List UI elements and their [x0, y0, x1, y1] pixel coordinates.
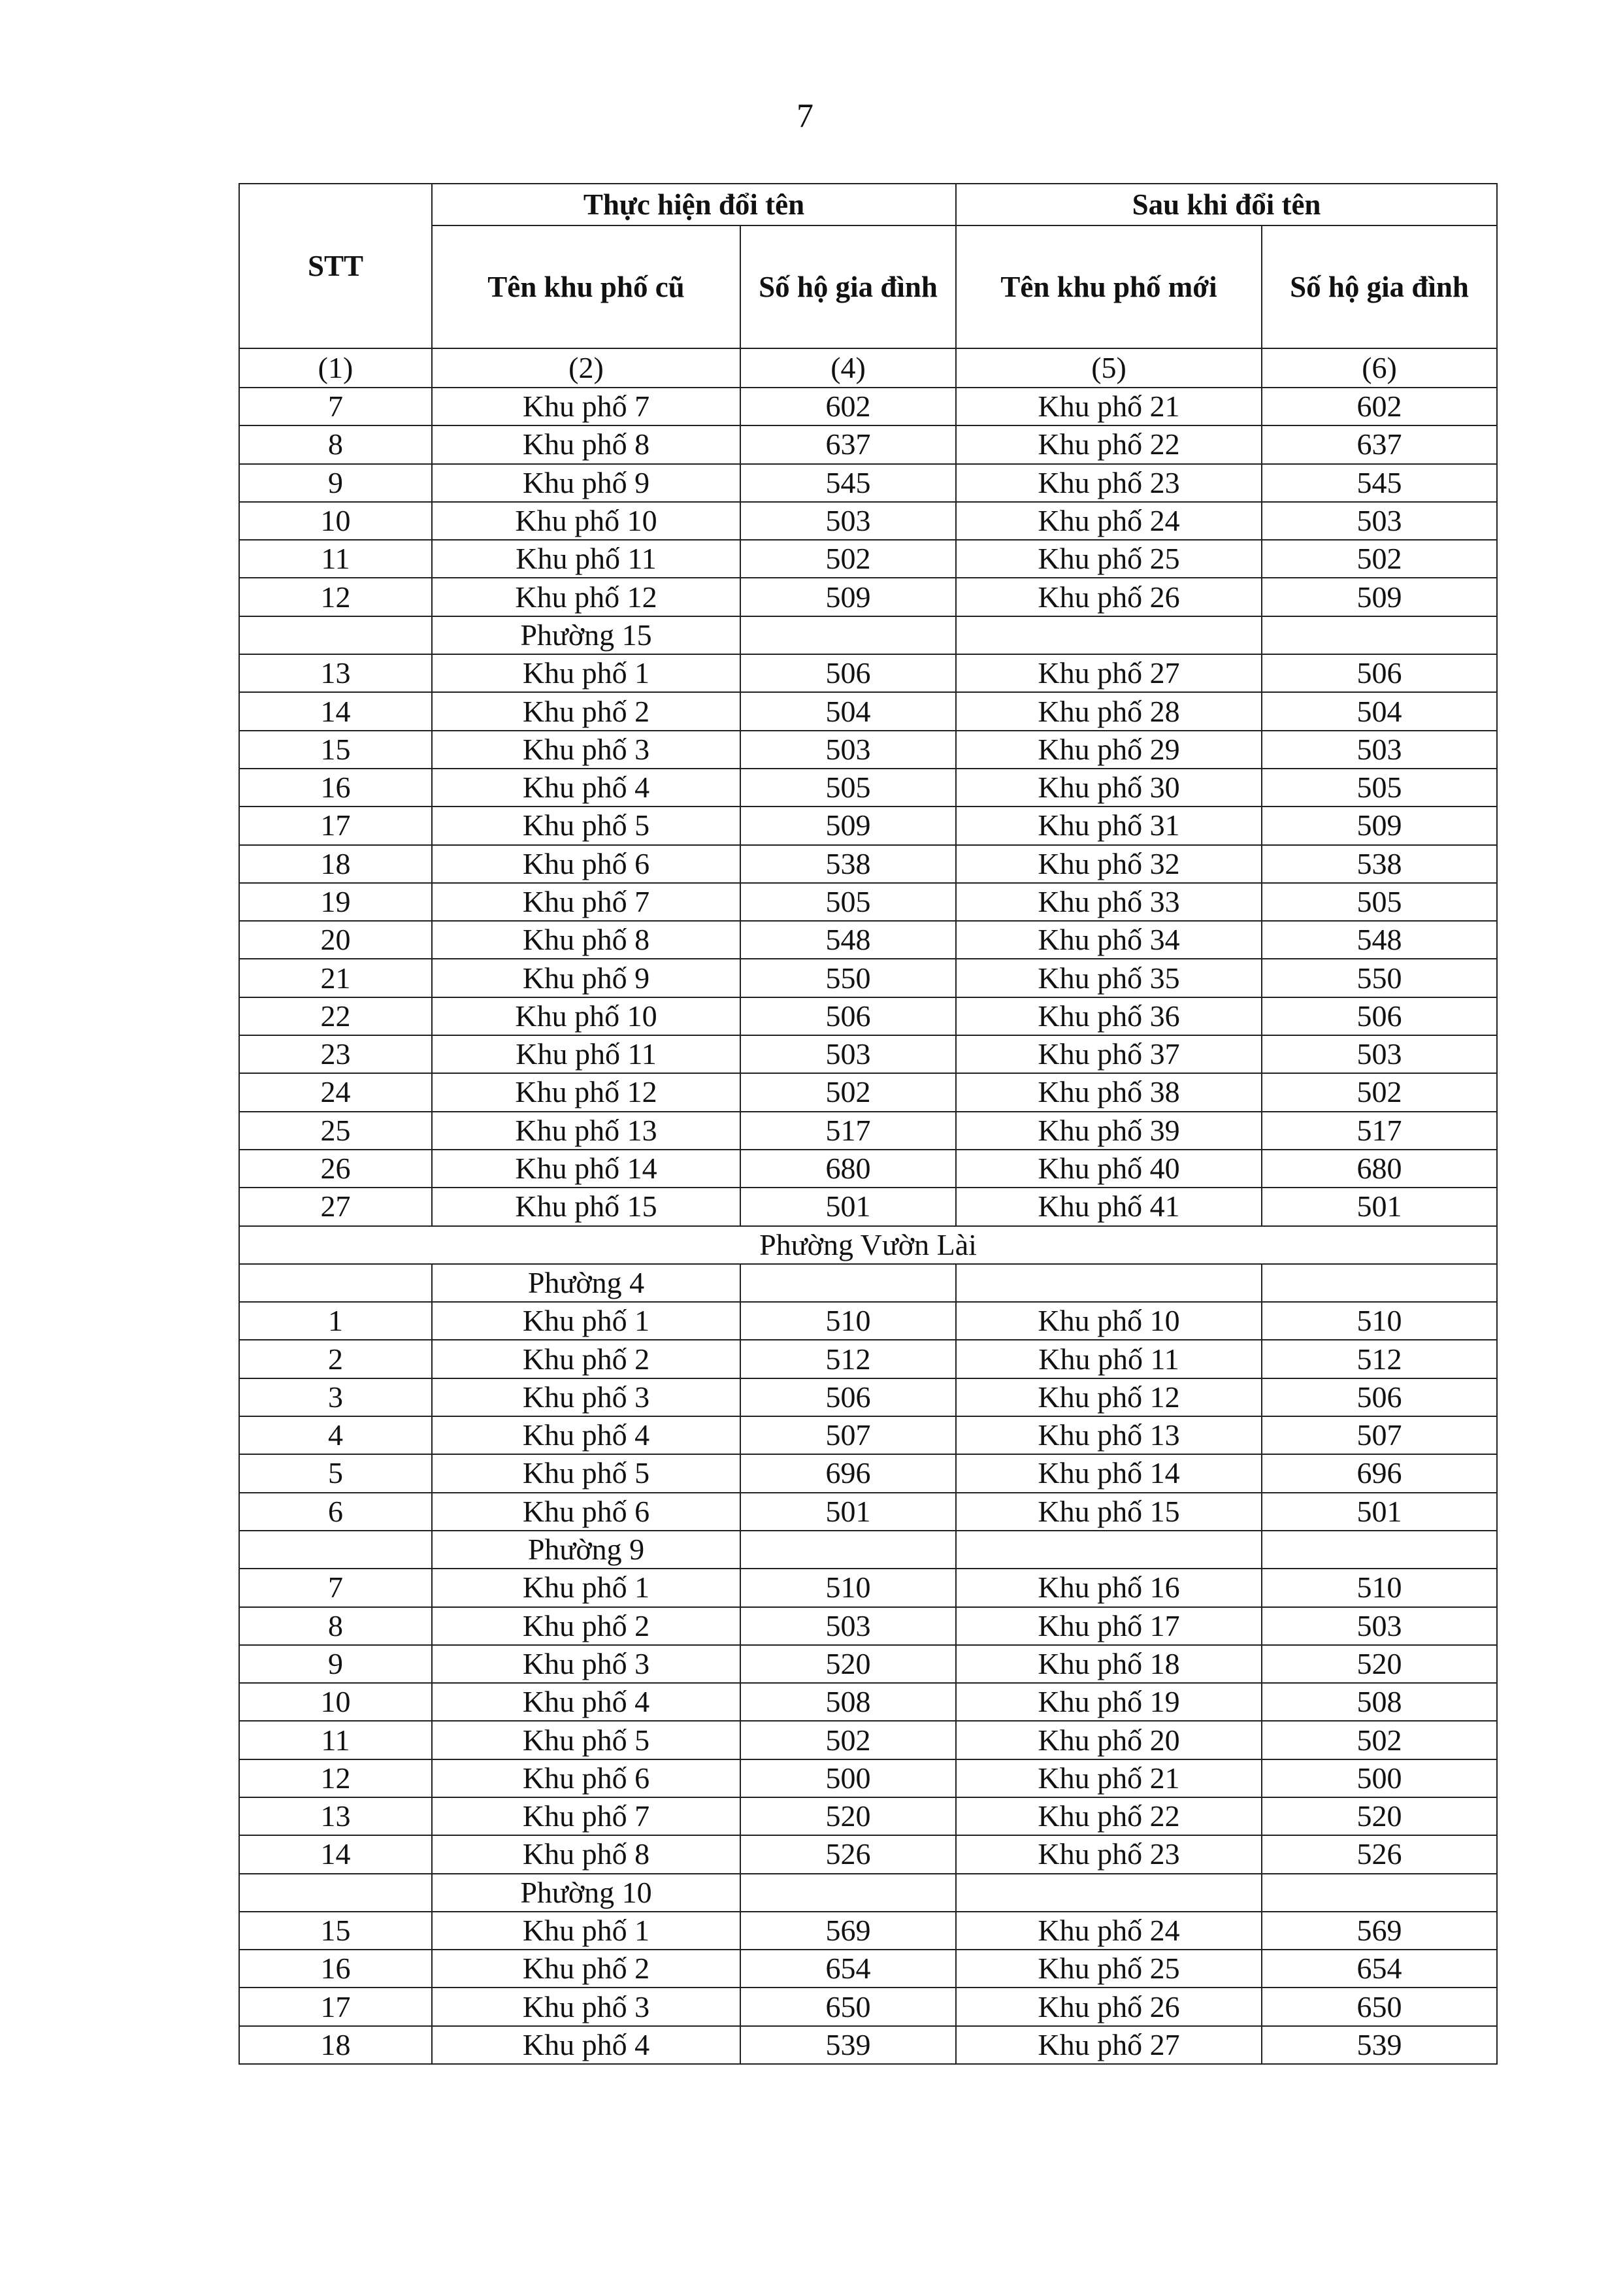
new-households-cell: 503	[1262, 502, 1497, 540]
new-name-cell: Khu phố 15	[956, 1493, 1262, 1531]
old-households-cell: 504	[740, 692, 956, 730]
stt-cell: 17	[239, 807, 432, 844]
old-name-cell: Khu phố 7	[432, 883, 740, 921]
stt-cell: 15	[239, 1912, 432, 1950]
stt-cell: 20	[239, 921, 432, 959]
old-name-cell: Khu phố 4	[432, 1683, 740, 1721]
renaming-table	[238, 183, 1498, 2065]
stt-cell: 19	[239, 883, 432, 921]
stt-cell: 7	[239, 388, 432, 425]
stt-cell: 14	[239, 692, 432, 730]
old-name-cell: Khu phố 10	[432, 502, 740, 540]
new-name-cell: Khu phố 32	[956, 845, 1262, 883]
old-households-cell: 509	[740, 578, 956, 616]
old-households-cell: 502	[740, 540, 956, 578]
table-row	[239, 921, 1497, 959]
table-row	[239, 1950, 1497, 1988]
old-name-cell: Khu phố 12	[432, 578, 740, 616]
old-households-cell: 501	[740, 1493, 956, 1531]
new-households-cell: 503	[1262, 731, 1497, 769]
new-name-cell: Khu phố 37	[956, 1035, 1262, 1073]
old-name-cell: Khu phố 10	[432, 997, 740, 1035]
empty-cell	[1262, 1264, 1497, 1302]
old-name-cell: Khu phố 9	[432, 464, 740, 502]
new-name-cell: Khu phố 18	[956, 1645, 1262, 1683]
old-households-cell: 602	[740, 388, 956, 425]
old-households-cell: 520	[740, 1645, 956, 1683]
section-row	[239, 1226, 1497, 1264]
new-households-cell: 506	[1262, 654, 1497, 692]
header-new-name: Tên khu phố mới	[956, 225, 1262, 348]
stt-cell: 5	[239, 1454, 432, 1492]
old-name-cell: Khu phố 6	[432, 845, 740, 883]
old-households-cell: 508	[740, 1683, 956, 1721]
new-households-cell: 545	[1262, 464, 1497, 502]
old-households-cell: 545	[740, 464, 956, 502]
table-row	[239, 1721, 1497, 1759]
old-households-cell: 680	[740, 1150, 956, 1188]
new-households-cell: 517	[1262, 1112, 1497, 1150]
new-name-cell: Khu phố 35	[956, 959, 1262, 997]
table-row	[239, 1454, 1497, 1492]
old-households-cell: 696	[740, 1454, 956, 1492]
old-households-cell: 637	[740, 425, 956, 463]
new-name-cell: Khu phố 24	[956, 1912, 1262, 1950]
old-name-cell: Khu phố 1	[432, 1569, 740, 1606]
old-name-cell: Khu phố 7	[432, 1797, 740, 1835]
new-households-cell: 501	[1262, 1188, 1497, 1225]
empty-cell	[1262, 616, 1497, 654]
table-row	[239, 1912, 1497, 1950]
old-households-cell: 654	[740, 1950, 956, 1988]
old-name-cell: Khu phố 9	[432, 959, 740, 997]
new-name-cell: Khu phố 22	[956, 425, 1262, 463]
ward-label: Phường 4	[432, 1264, 740, 1302]
old-name-cell: Khu phố 1	[432, 654, 740, 692]
table-row	[239, 883, 1497, 921]
new-households-cell: 512	[1262, 1340, 1497, 1378]
ward-row	[239, 616, 1497, 654]
stt-cell: 10	[239, 1683, 432, 1721]
header-group-before: Thực hiện đổi tên	[432, 184, 956, 225]
new-households-cell: 654	[1262, 1950, 1497, 1988]
empty-cell	[239, 1264, 432, 1302]
new-name-cell: Khu phố 20	[956, 1721, 1262, 1759]
new-name-cell: Khu phố 21	[956, 388, 1262, 425]
table-row	[239, 2026, 1497, 2064]
new-name-cell: Khu phố 22	[956, 1797, 1262, 1835]
stt-cell: 22	[239, 997, 432, 1035]
new-households-cell: 569	[1262, 1912, 1497, 1950]
old-name-cell: Khu phố 3	[432, 1645, 740, 1683]
stt-cell: 4	[239, 1416, 432, 1454]
new-name-cell: Khu phố 36	[956, 997, 1262, 1035]
old-households-cell: 526	[740, 1835, 956, 1873]
old-name-cell: Khu phố 14	[432, 1150, 740, 1188]
stt-cell: 14	[239, 1835, 432, 1873]
new-name-cell: Khu phố 40	[956, 1150, 1262, 1188]
old-households-cell: 505	[740, 883, 956, 921]
old-name-cell: Khu phố 15	[432, 1188, 740, 1225]
table-row	[239, 464, 1497, 502]
new-households-cell: 602	[1262, 388, 1497, 425]
new-name-cell: Khu phố 11	[956, 1340, 1262, 1378]
table-row	[239, 769, 1497, 807]
new-name-cell: Khu phố 30	[956, 769, 1262, 807]
ward-label: Phường 9	[432, 1531, 740, 1569]
old-name-cell: Khu phố 4	[432, 769, 740, 807]
old-name-cell: Khu phố 2	[432, 1950, 740, 1988]
new-households-cell: 502	[1262, 1073, 1497, 1111]
table-row	[239, 1378, 1497, 1416]
old-households-cell: 569	[740, 1912, 956, 1950]
new-households-cell: 520	[1262, 1797, 1497, 1835]
old-households-cell: 548	[740, 921, 956, 959]
new-name-cell: Khu phố 17	[956, 1607, 1262, 1645]
stt-cell: 25	[239, 1112, 432, 1150]
stt-cell: 11	[239, 1721, 432, 1759]
empty-cell	[239, 1874, 432, 1912]
header-new-households: Số hộ gia đình	[1262, 225, 1497, 348]
old-name-cell: Khu phố 6	[432, 1759, 740, 1797]
table-row	[239, 1759, 1497, 1797]
old-name-cell: Khu phố 6	[432, 1493, 740, 1531]
new-name-cell: Khu phố 27	[956, 2026, 1262, 2064]
stt-cell: 27	[239, 1188, 432, 1225]
old-households-cell: 510	[740, 1569, 956, 1606]
old-households-cell: 517	[740, 1112, 956, 1150]
column-number: (4)	[740, 348, 956, 388]
old-households-cell: 500	[740, 1759, 956, 1797]
new-name-cell: Khu phố 13	[956, 1416, 1262, 1454]
stt-cell: 11	[239, 540, 432, 578]
old-households-cell: 501	[740, 1188, 956, 1225]
new-name-cell: Khu phố 16	[956, 1569, 1262, 1606]
new-households-cell: 538	[1262, 845, 1497, 883]
new-name-cell: Khu phố 23	[956, 464, 1262, 502]
table-row	[239, 1150, 1497, 1188]
stt-cell: 7	[239, 1569, 432, 1606]
new-name-cell: Khu phố 25	[956, 540, 1262, 578]
old-name-cell: Khu phố 5	[432, 1721, 740, 1759]
stt-cell: 3	[239, 1378, 432, 1416]
new-households-cell: 510	[1262, 1302, 1497, 1340]
table-row	[239, 578, 1497, 616]
old-households-cell: 507	[740, 1416, 956, 1454]
old-households-cell: 509	[740, 807, 956, 844]
stt-cell: 13	[239, 654, 432, 692]
old-name-cell: Khu phố 5	[432, 807, 740, 844]
new-name-cell: Khu phố 24	[956, 502, 1262, 540]
new-name-cell: Khu phố 25	[956, 1950, 1262, 1988]
empty-cell	[956, 1874, 1262, 1912]
table-row	[239, 692, 1497, 730]
table-row	[239, 1416, 1497, 1454]
new-name-cell: Khu phố 41	[956, 1188, 1262, 1225]
new-households-cell: 503	[1262, 1607, 1497, 1645]
ward-row	[239, 1264, 1497, 1302]
table-row	[239, 1493, 1497, 1531]
new-households-cell: 500	[1262, 1759, 1497, 1797]
empty-cell	[956, 1264, 1262, 1302]
old-name-cell: Khu phố 8	[432, 921, 740, 959]
new-name-cell: Khu phố 39	[956, 1112, 1262, 1150]
new-households-cell: 505	[1262, 769, 1497, 807]
new-name-cell: Khu phố 14	[956, 1454, 1262, 1492]
new-name-cell: Khu phố 29	[956, 731, 1262, 769]
new-households-cell: 550	[1262, 959, 1497, 997]
new-households-cell: 501	[1262, 1493, 1497, 1531]
old-name-cell: Khu phố 7	[432, 388, 740, 425]
column-number: (2)	[432, 348, 740, 388]
header-group-after: Sau khi đổi tên	[956, 184, 1497, 225]
old-households-cell: 506	[740, 997, 956, 1035]
table-row	[239, 1302, 1497, 1340]
empty-cell	[1262, 1531, 1497, 1569]
new-name-cell: Khu phố 27	[956, 654, 1262, 692]
stt-cell: 8	[239, 1607, 432, 1645]
old-households-cell: 503	[740, 731, 956, 769]
old-name-cell: Khu phố 11	[432, 540, 740, 578]
new-households-cell: 505	[1262, 883, 1497, 921]
new-name-cell: Khu phố 26	[956, 1988, 1262, 2025]
old-households-cell: 506	[740, 654, 956, 692]
table-row	[239, 1340, 1497, 1378]
new-households-cell: 502	[1262, 540, 1497, 578]
stt-cell: 13	[239, 1797, 432, 1835]
new-households-cell: 502	[1262, 1721, 1497, 1759]
old-name-cell: Khu phố 2	[432, 1607, 740, 1645]
stt-cell: 16	[239, 769, 432, 807]
ward-row	[239, 1531, 1497, 1569]
table-row	[239, 388, 1497, 425]
column-number: (6)	[1262, 348, 1497, 388]
new-name-cell: Khu phố 12	[956, 1378, 1262, 1416]
new-households-cell: 504	[1262, 692, 1497, 730]
new-households-cell: 637	[1262, 425, 1497, 463]
new-households-cell: 680	[1262, 1150, 1497, 1188]
old-name-cell: Khu phố 3	[432, 1988, 740, 2025]
old-households-cell: 512	[740, 1340, 956, 1378]
empty-cell	[740, 1531, 956, 1569]
new-name-cell: Khu phố 34	[956, 921, 1262, 959]
old-households-cell: 510	[740, 1302, 956, 1340]
new-name-cell: Khu phố 26	[956, 578, 1262, 616]
stt-cell: 6	[239, 1493, 432, 1531]
table-row	[239, 425, 1497, 463]
old-households-cell: 650	[740, 1988, 956, 2025]
table-row	[239, 502, 1497, 540]
stt-cell: 9	[239, 1645, 432, 1683]
table-row	[239, 1188, 1497, 1225]
new-households-cell: 526	[1262, 1835, 1497, 1873]
new-households-cell: 520	[1262, 1645, 1497, 1683]
old-households-cell: 539	[740, 2026, 956, 2064]
stt-cell: 2	[239, 1340, 432, 1378]
table-row	[239, 1835, 1497, 1873]
table-row	[239, 731, 1497, 769]
old-name-cell: Khu phố 8	[432, 425, 740, 463]
old-name-cell: Khu phố 1	[432, 1912, 740, 1950]
empty-cell	[239, 616, 432, 654]
empty-cell	[740, 616, 956, 654]
old-households-cell: 503	[740, 1035, 956, 1073]
new-name-cell: Khu phố 31	[956, 807, 1262, 844]
column-number: (5)	[956, 348, 1262, 388]
header-stt: STT	[239, 184, 432, 348]
section-label: Phường Vườn Lài	[239, 1226, 1497, 1264]
table-row	[239, 1988, 1497, 2025]
old-households-cell: 550	[740, 959, 956, 997]
header-old-name: Tên khu phố cũ	[432, 225, 740, 348]
table-row	[239, 997, 1497, 1035]
old-households-cell: 502	[740, 1721, 956, 1759]
new-households-cell: 510	[1262, 1569, 1497, 1606]
new-households-cell: 508	[1262, 1683, 1497, 1721]
old-name-cell: Khu phố 4	[432, 2026, 740, 2064]
new-households-cell: 696	[1262, 1454, 1497, 1492]
column-number: (1)	[239, 348, 432, 388]
old-name-cell: Khu phố 5	[432, 1454, 740, 1492]
ward-label: Phường 15	[432, 616, 740, 654]
table-body	[239, 388, 1497, 2064]
table-row	[239, 540, 1497, 578]
empty-cell	[1262, 1874, 1497, 1912]
ward-label: Phường 10	[432, 1874, 740, 1912]
table-row	[239, 807, 1497, 844]
table-row	[239, 845, 1497, 883]
table-row	[239, 1073, 1497, 1111]
table-row	[239, 654, 1497, 692]
stt-cell: 23	[239, 1035, 432, 1073]
stt-cell: 1	[239, 1302, 432, 1340]
stt-cell: 15	[239, 731, 432, 769]
old-name-cell: Khu phố 13	[432, 1112, 740, 1150]
new-name-cell: Khu phố 21	[956, 1759, 1262, 1797]
new-households-cell: 539	[1262, 2026, 1497, 2064]
new-households-cell: 507	[1262, 1416, 1497, 1454]
new-households-cell: 506	[1262, 997, 1497, 1035]
ward-row	[239, 1874, 1497, 1912]
empty-cell	[740, 1264, 956, 1302]
column-number-row	[239, 348, 1497, 388]
old-name-cell: Khu phố 4	[432, 1416, 740, 1454]
stt-cell: 18	[239, 2026, 432, 2064]
stt-cell: 26	[239, 1150, 432, 1188]
new-households-cell: 509	[1262, 578, 1497, 616]
new-name-cell: Khu phố 10	[956, 1302, 1262, 1340]
table-row	[239, 1645, 1497, 1683]
old-households-cell: 502	[740, 1073, 956, 1111]
table-row	[239, 1797, 1497, 1835]
old-name-cell: Khu phố 3	[432, 1378, 740, 1416]
old-name-cell: Khu phố 2	[432, 1340, 740, 1378]
stt-cell: 9	[239, 464, 432, 502]
new-name-cell: Khu phố 38	[956, 1073, 1262, 1111]
old-name-cell: Khu phố 1	[432, 1302, 740, 1340]
old-households-cell: 538	[740, 845, 956, 883]
empty-cell	[740, 1874, 956, 1912]
stt-cell: 16	[239, 1950, 432, 1988]
new-households-cell: 509	[1262, 807, 1497, 844]
old-households-cell: 503	[740, 1607, 956, 1645]
stt-cell: 8	[239, 425, 432, 463]
new-name-cell: Khu phố 28	[956, 692, 1262, 730]
old-households-cell: 503	[740, 502, 956, 540]
new-households-cell: 503	[1262, 1035, 1497, 1073]
old-name-cell: Khu phố 12	[432, 1073, 740, 1111]
table-row	[239, 1112, 1497, 1150]
page-number: 7	[797, 97, 813, 135]
empty-cell	[239, 1531, 432, 1569]
table-row	[239, 959, 1497, 997]
old-name-cell: Khu phố 8	[432, 1835, 740, 1873]
header-old-households: Số hộ gia đình	[740, 225, 956, 348]
old-households-cell: 505	[740, 769, 956, 807]
new-households-cell: 548	[1262, 921, 1497, 959]
header-row-groups	[239, 184, 1497, 225]
empty-cell	[956, 616, 1262, 654]
new-name-cell: Khu phố 23	[956, 1835, 1262, 1873]
table-row	[239, 1607, 1497, 1645]
new-name-cell: Khu phố 33	[956, 883, 1262, 921]
old-name-cell: Khu phố 11	[432, 1035, 740, 1073]
stt-cell: 21	[239, 959, 432, 997]
table-row	[239, 1035, 1497, 1073]
old-households-cell: 506	[740, 1378, 956, 1416]
old-name-cell: Khu phố 3	[432, 731, 740, 769]
stt-cell: 18	[239, 845, 432, 883]
new-name-cell: Khu phố 19	[956, 1683, 1262, 1721]
old-households-cell: 520	[740, 1797, 956, 1835]
table-row	[239, 1569, 1497, 1606]
stt-cell: 24	[239, 1073, 432, 1111]
stt-cell: 17	[239, 1988, 432, 2025]
stt-cell: 12	[239, 578, 432, 616]
new-households-cell: 506	[1262, 1378, 1497, 1416]
table-row	[239, 1683, 1497, 1721]
stt-cell: 10	[239, 502, 432, 540]
old-name-cell: Khu phố 2	[432, 692, 740, 730]
new-households-cell: 650	[1262, 1988, 1497, 2025]
stt-cell: 12	[239, 1759, 432, 1797]
empty-cell	[956, 1531, 1262, 1569]
